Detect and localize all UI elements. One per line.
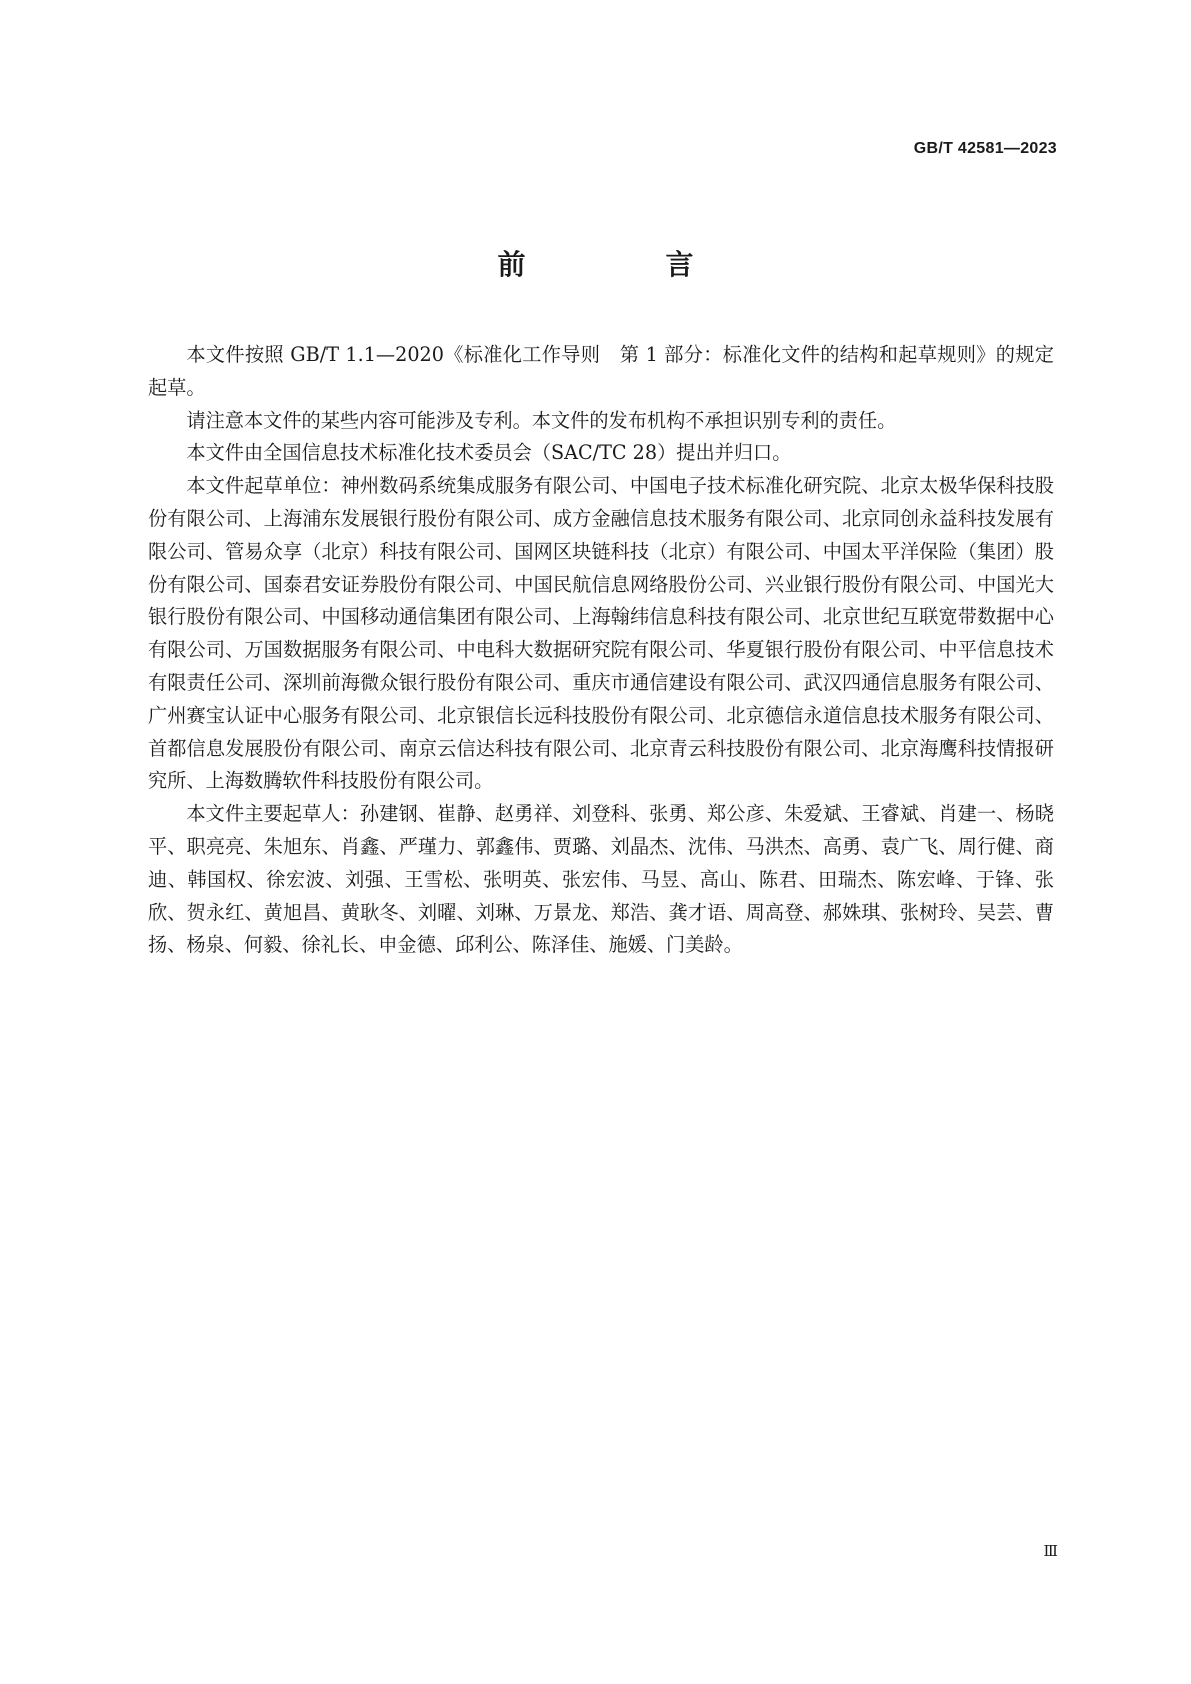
- document-code: GB/T 42581—2023: [913, 140, 1057, 157]
- page-number: Ⅲ: [1043, 1542, 1058, 1560]
- paragraph-patent-notice: 请注意本文件的某些内容可能涉及专利。本文件的发布机构不承担识别专利的责任。: [186, 408, 897, 432]
- paragraph-proposer: 本文件由全国信息技术标准化技术委员会（SAC/TC 28）提出并归口。: [186, 441, 792, 465]
- paragraph-drafting-rules: 本文件按照 GB/T 1.1—2020《标准化工作导则 第 1 部分：标准化文件的结构和起草规则》的规定起草。: [148, 343, 1054, 399]
- paragraph-drafting-units: 本文件起草单位：神州数码系统集成服务有限公司、中国电子技术标准化研究院、北京太极华保科技股份有限公司、上海浦东发展银行股份有限公司、成方金融信息技术服务有限公司、北京同创永益科技发展有限公司、管易众享（北京）科技有限公司、国网区块链科技（北京）有限公司、中国太平洋保险（集团）股份有限公司、国泰君安证券股份有限公司、中国民航信息网络股份公司、兴业银行股份有限公司、中国光大银行股份有限公司、中国移动通信集团有限公司、上海翰纬信息科技有限公司、北京世纪互联宽带数据中心有限公司、万国数据服务有限公司、中电科大数据研究院有限公司、华夏银行股份有限公司、中平信息技术有限责任公司、深圳前海微众银行股份有限公司、重庆市通信建设有限公司、武汉四通信息服务有限公司、广州赛宝认证中心服务有限公司、北京银信长远科技股份有限公司、北京德信永道信息技术服务有限公司、首都信息发展股份有限公司、南京云信达科技有限公司、北京青云科技股份有限公司、北京海鹰科技情报研究所、上海数腾软件科技股份有限公司。: [148, 474, 1054, 793]
- page-title: 前 言: [497, 248, 750, 281]
- foreword-body: [148, 339, 1054, 962]
- paragraph-main-drafters: 本文件主要起草人：孙建钢、崔静、赵勇祥、刘登科、张勇、郑公彦、朱爱斌、王睿斌、肖建一、杨晓平、职亮亮、朱旭东、肖鑫、严瑾力、郭鑫伟、贾璐、刘晶杰、沈伟、马洪杰、高勇、袁广飞、周行健、商迪、韩国权、徐宏波、刘强、王雪松、张明英、张宏伟、马昱、高山、陈君、田瑞杰、陈宏峰、于锋、张欣、贺永红、黄旭昌、黄耿冬、刘曜、刘琳、万景龙、郑浩、龚才语、周高登、郝姝琪、张树玲、吴芸、曹扬、杨泉、何毅、徐礼长、申金德、邱利公、陈泽佳、施媛、门美龄。: [148, 802, 1054, 957]
